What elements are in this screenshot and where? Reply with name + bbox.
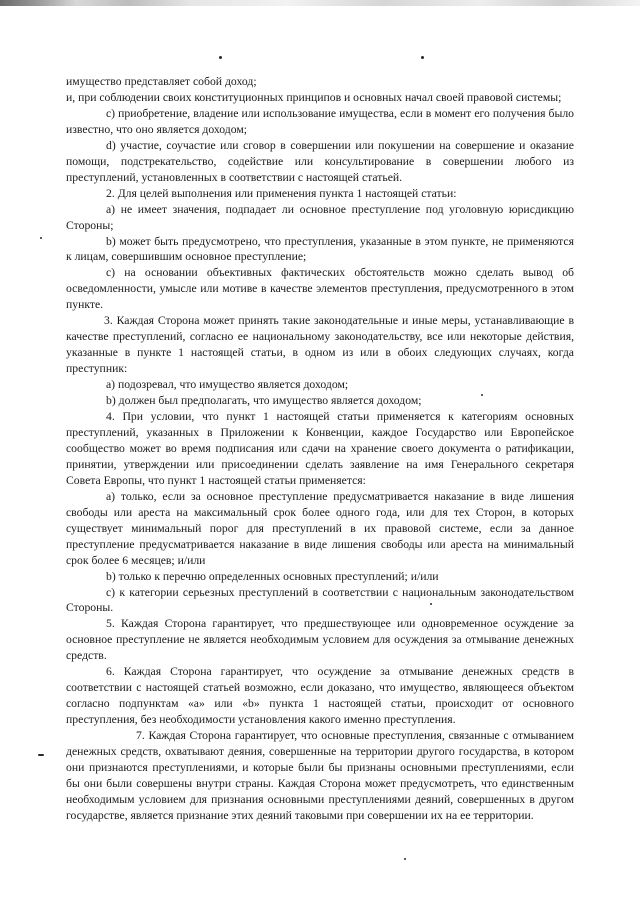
- paragraph-3: 3. Каждая Сторона может принять такие законодательные и иные меры, устанавливающие в качестве преступлений, согласно ее национальному законодательству, все или некоторые действия, указанные в пункте 1 настоящей статьи, в одном из или в обоих следующих случаях, когда преступник:: [66, 314, 574, 376]
- subparagraph-2b: b) может быть предусмотрено, что преступления, указанные в этом пункте, не применяются к лицам, совершившим основное преступление;: [66, 234, 574, 264]
- subparagraph-3a: a) подозревал, что имущество является доходом;: [106, 378, 349, 392]
- scan-speck: [421, 56, 424, 59]
- subparagraph-4c: c) к категории серьезных преступлений в соответствии с национальным законодательством Стороны.: [66, 585, 574, 615]
- paragraph-continuation: и, при соблюдении своих конституционных принципов и основных начал своей правовой системы;: [66, 90, 562, 104]
- paragraph-4: 4. При условии, что пункт 1 настоящей статьи применяется к категориям основных преступлений, указанных в Приложении к Конвенции, каждое Государство или Европейское сообщество может во время подписания или сдачи на хранение своего документа о ратификации, принятии, утверждении или присоединении сделать заявление на имя Генерального секретаря Совета Европы, что пункт 1 настоящей статьи применяется:: [66, 410, 574, 487]
- paragraph-7: 7. Каждая Сторона гарантирует, что основные преступления, связанные с отмыванием денежных средств, охватывают деяния, совершенные на территории другого государства, в котором они признаются преступлениями, и которые были бы признаны основными преступлениями, если бы они были совершены внутри страны. Каждая Сторона может предусмотреть, что единственным необходимым условием для признания основными преступлениями деяний, совершенных в другом государстве, является признание этих деяний таковыми при совершении их на ее территории.: [66, 729, 574, 822]
- subparagraph-4a: a) только, если за основное преступление предусматривается наказание в виде лишения свободы или ареста на максимальный срок более одного года, или для тех Сторон, в которых существует минимальный порог для преступлений в их правовой системе, если за данное преступление предусматривается наказание в виде лишения свободы или ареста на минимальный срок более 6 месяцев; и/или: [66, 489, 574, 567]
- paragraph-2: 2. Для целей выполнения или применения пункта 1 настоящей статьи:: [106, 186, 457, 200]
- subparagraph-4b: b) только к перечню определенных основных преступлений; и/или: [106, 569, 439, 583]
- subparagraph-1d: d) участие, соучастие или сговор в совершении или покушении на совершение и оказание помощи, подстрекательство, содействие или консультирование в совершении любого из преступлений, установленных в соответствии с настоящей статьей.: [66, 138, 574, 184]
- subparagraph-1c: c) приобретение, владение или использование имущества, если в момент его получения было известно, что оно является доходом;: [66, 106, 574, 136]
- scan-speck: [404, 858, 406, 860]
- scan-speck: [38, 754, 44, 756]
- subparagraph-2a: a) не имеет значения, подпадает ли основное преступление под уголовную юрисдикцию Стороны;: [66, 202, 574, 232]
- paragraph-5: 5. Каждая Сторона гарантирует, что предшествующее или одновременное осуждение за основное преступление не является необходимым условием для осуждения за отмывание денежных средств.: [66, 617, 574, 663]
- paragraph-continuation: имущество представляет собой доход;: [66, 75, 257, 88]
- subparagraph-2c: c) на основании объективных фактических обстоятельств можно сделать вывод об осведомленности, умысле или мотиве в качестве элементов преступления, предусмотренного в этом пункте.: [66, 266, 574, 312]
- subparagraph-3b: b) должен был предполагать, что имущество является доходом;: [106, 394, 422, 408]
- document-body: [66, 74, 574, 824]
- paragraph-6: 6. Каждая Сторона гарантирует, что осуждение за отмывание денежных средств в соответствии с настоящей статьей возможно, если доказано, что имущество, являющееся объектом согласно подпунктам «a» или «b» пункта 1 настоящей статьи, происходит от основного преступления, без необходимости установления какого именно преступления.: [66, 665, 574, 727]
- scan-speck: [219, 56, 222, 59]
- scan-speck: [40, 237, 42, 239]
- scan-top-edge: [0, 0, 640, 6]
